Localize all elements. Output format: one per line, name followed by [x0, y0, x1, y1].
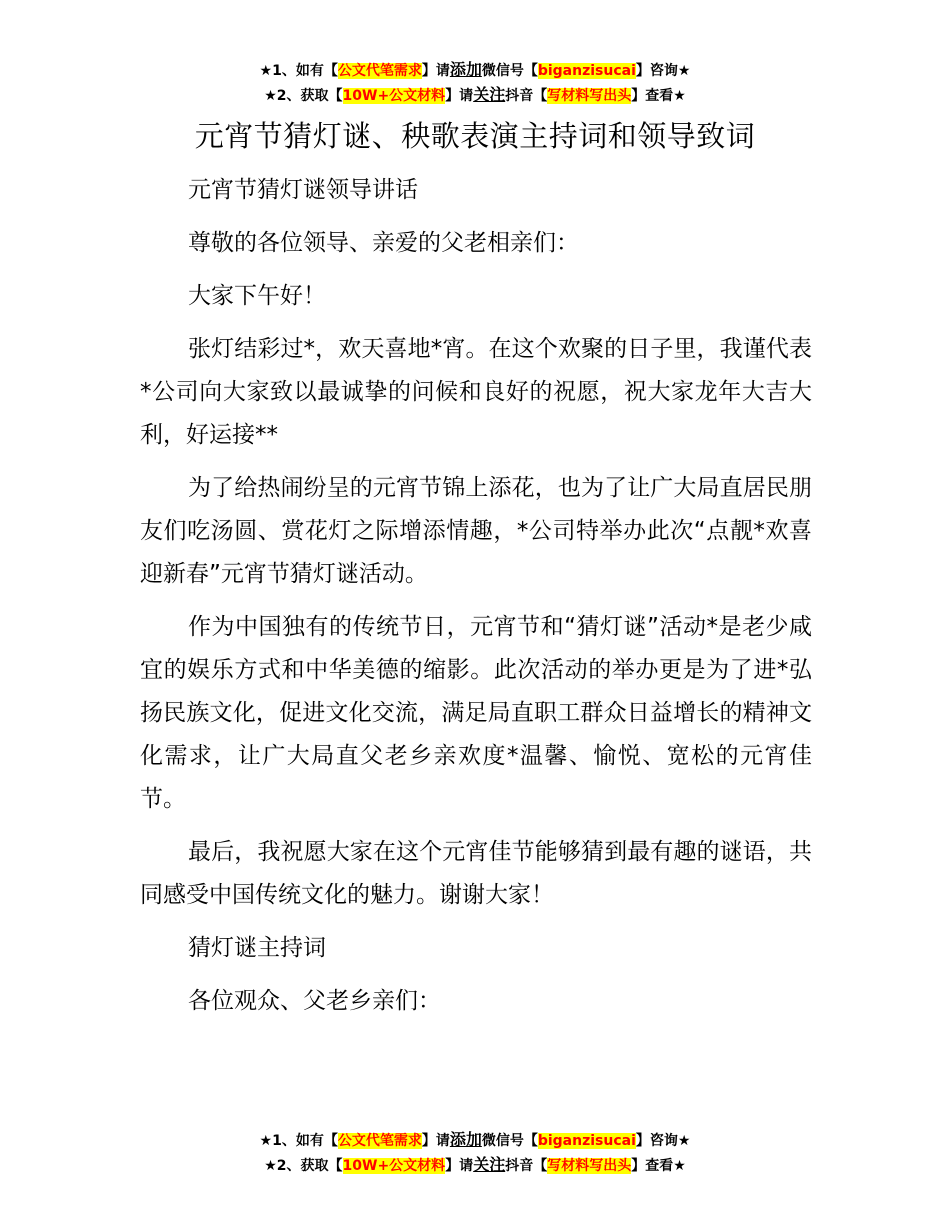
paragraph: 尊敬的各位领导、亲爱的父老相亲们：: [188, 230, 579, 256]
paragraph: 大家下午好！: [188, 283, 326, 309]
banner-text: 微信号【: [481, 1133, 538, 1149]
banner-text: 抖音【: [505, 88, 548, 104]
footer-banner: [0, 1128, 950, 1178]
paragraph: 最后，我祝愿大家在这个元宵佳节能够猜到最有趣的谜语，共同感受中国传统文化的魅力。谢谢大家！: [140, 839, 812, 908]
banner-text: 】请: [445, 1158, 474, 1174]
emphasis-follow: 关注: [473, 1155, 506, 1174]
banner-text: 】请: [421, 1133, 450, 1149]
emphasis-follow: 关注: [473, 85, 506, 104]
banner-text: ★2、获取【: [264, 1158, 343, 1174]
paragraph: 为了给热闹纷呈的元宵节锦上添花，也为了让广大局直居民朋友们吃汤圆、赏花灯之际增添情趣，*公司特举办此次“点靓*欢喜迎新春”元宵节猜灯谜活动。: [140, 475, 812, 587]
highlight-service: 公文代笔需求: [337, 1133, 422, 1149]
document-title: 元宵节猜灯谜、秧歌表演主持词和领导致词: [194, 119, 756, 153]
highlight-douyin-id: 写材料写出头: [547, 1158, 632, 1174]
banner-text: 抖音【: [505, 1158, 548, 1174]
banner-text: 】咨询★: [635, 1133, 691, 1149]
emphasis-add: 添加: [449, 1130, 482, 1149]
banner-text: 】查看★: [631, 88, 686, 104]
highlight-materials: 10W+公文材料: [342, 1158, 446, 1174]
banner-text: 】请: [421, 63, 450, 79]
emphasis-add: 添加: [449, 60, 482, 79]
banner-line-2: [0, 83, 950, 108]
highlight-douyin-id: 写材料写出头: [547, 88, 632, 104]
banner-text: ★2、获取【: [264, 88, 343, 104]
highlight-wechat-id: biganzisucai: [537, 63, 636, 79]
paragraph: 张灯结彩过*，欢天喜地*宵。在这个欢聚的日子里，我谨代表*公司向大家致以最诚挚的问候和良好的祝愿，祝大家龙年大吉大利，好运接**: [140, 336, 812, 448]
banner-text: ★1、如有【: [259, 1133, 338, 1149]
highlight-materials: 10W+公文材料: [342, 88, 446, 104]
banner-line-2: [0, 1153, 950, 1178]
banner-text: ★1、如有【: [259, 63, 338, 79]
banner-text: 】咨询★: [635, 63, 691, 79]
banner-line-1: [0, 1128, 950, 1153]
paragraph: 元宵节猜灯谜领导讲话: [188, 177, 418, 203]
paragraph: 各位观众、父老乡亲们：: [188, 988, 441, 1014]
banner-text: 微信号【: [481, 63, 538, 79]
paragraph: 猜灯谜主持词: [188, 935, 326, 961]
highlight-wechat-id: biganzisucai: [537, 1133, 636, 1149]
banner-line-1: [0, 58, 950, 83]
paragraph: 作为中国独有的传统节日，元宵节和“猜灯谜”活动*是老少咸宜的娱乐方式和中华美德的缩影。此次活动的举办更是为了进*弘扬民族文化，促进文化交流，满足局直职工群众日益增长的精神文化需求，让广大局直父老乡亲欢度*温馨、愉悦、宽松的元宵佳节。: [140, 614, 812, 812]
banner-text: 】请: [445, 88, 474, 104]
highlight-service: 公文代笔需求: [337, 63, 422, 79]
header-banner: [0, 58, 950, 108]
banner-text: 】查看★: [631, 1158, 686, 1174]
document-body: [140, 169, 812, 1033]
